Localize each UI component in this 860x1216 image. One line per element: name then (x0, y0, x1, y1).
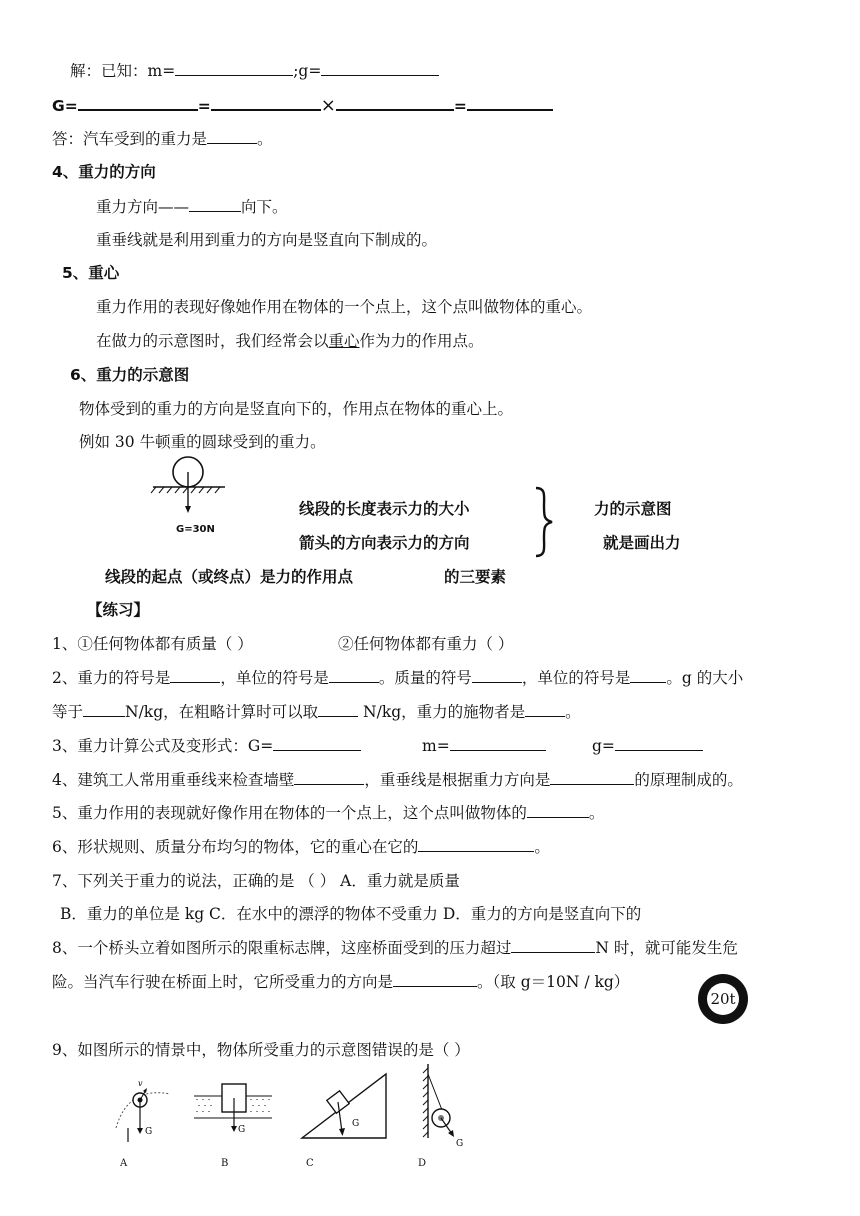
section-5-line1: 重力作用的表现好像她作用在物体的一个点上，这个点叫做物体的重心。 (96, 298, 593, 316)
question-3-m: m= (422, 735, 546, 757)
question-8: 8、一个桥头立着如图所示的限重标志牌，这座桥面受到的压力超过 N 时，就可能发生危 (52, 939, 738, 957)
question-7: 7、下列关于重力的说法，正确的是 （ ） A．重力就是质量 (52, 872, 460, 890)
figure-b-g-label: G (238, 1125, 246, 1135)
figure-d-hanging-ball-icon (416, 1062, 476, 1152)
figure-a-ball-icon (108, 1078, 188, 1148)
blank-q2b-3[interactable] (525, 701, 565, 717)
question-2b: 等于 N/kg，在粗略计算时可以取 N/kg，重力的施物者是 。 (52, 703, 581, 721)
right-label-3: 的三要素 (444, 568, 507, 586)
option-a-label: A (120, 1158, 128, 1169)
question-7-options: B．重力的单位是 kg C．在水中的漂浮的物体不受重力 D．重力的方向是竖直向下的 (60, 905, 642, 923)
section-6-line1: 物体受到的重力的方向是竖直向下的，作用点在物体的重心上。 (79, 400, 514, 418)
figure-a-g-label: G (145, 1127, 153, 1137)
solve-formula-line: G= = × = (52, 94, 553, 117)
section-6-line2: 例如 30 牛顿重的圆球受到的重力。 (79, 433, 326, 451)
section-6-title: 6、重力的示意图 (70, 366, 190, 384)
blank-mass[interactable] (175, 60, 293, 76)
blank-q3-m[interactable] (450, 735, 546, 751)
question-3: 3、重力计算公式及变形式：G= (52, 735, 361, 757)
blank-q4-2[interactable] (550, 769, 634, 785)
question-8b: 险。当汽车行驶在桥面上时，它所受重力的方向是 。（取 g＝10N / kg） (52, 973, 630, 991)
blank-q3-G[interactable] (273, 735, 361, 751)
weight-limit-sign-text: 20t (707, 983, 739, 1015)
section-4-line2: 重垂线就是利用到重力的方向是竖直向下制成的。 (96, 231, 438, 249)
blank-q2-4[interactable] (630, 667, 666, 683)
section-4-title: 4、重力的方向 (52, 163, 156, 181)
option-d-label: D (418, 1158, 427, 1169)
section-5-title: 5、重心 (62, 264, 120, 282)
question-1b: ②任何物体都有重力（ ） (338, 635, 514, 653)
figure-c-incline-icon (296, 1066, 392, 1146)
blank-q3-g[interactable] (615, 735, 703, 751)
right-brace-icon (532, 486, 556, 558)
element-length: 线段的长度表示力的大小 (299, 500, 470, 518)
blank-g[interactable] (321, 60, 439, 76)
blank-G4[interactable] (467, 94, 553, 111)
option-c-label: C (306, 1158, 314, 1169)
figure-d-g-label: G (456, 1139, 464, 1149)
element-start-point: 线段的起点（或终点）是力的作用点 (105, 568, 354, 586)
blank-q8-1[interactable] (511, 937, 595, 953)
question-4: 4、建筑工人常用重垂线来检查墙壁 ，重垂线是根据重力方向是 的原理制成的。 (52, 771, 743, 789)
question-2: 2、重力的符号是 ，单位的符号是 。质量的符号 ，单位的符号是 。g 的大小 (52, 669, 744, 687)
figure-label-g30n: G=30N (176, 524, 215, 535)
blank-q8-2[interactable] (393, 971, 477, 987)
blank-q2-2[interactable] (329, 667, 379, 683)
practice-title: 【练习】 (87, 601, 150, 619)
element-arrow: 箭头的方向表示力的方向 (299, 534, 470, 552)
figure-c-g-label: G (352, 1119, 360, 1129)
solve-answer-line: 答：汽车受到的重力是 。 (52, 130, 273, 148)
blank-q5[interactable] (527, 802, 589, 818)
center-of-gravity-term: 重心 (328, 332, 360, 350)
figure-b-block-icon (194, 1080, 274, 1140)
blank-G1[interactable] (78, 94, 198, 111)
blank-G3[interactable] (336, 94, 454, 111)
right-label-1: 力的示意图 (594, 500, 672, 518)
question-3-g: g= (592, 735, 703, 757)
figure-a-v-label: v (138, 1079, 143, 1088)
solve-given-line: 解：已知：m= ;g= (70, 60, 439, 82)
blank-q2b-1[interactable] (83, 701, 125, 717)
blank-q4-1[interactable] (294, 769, 364, 785)
blank-q2-3[interactable] (472, 667, 522, 683)
question-6: 6、形状规则、质量分布均匀的物体，它的重心在它的 。 (52, 838, 550, 856)
option-b-label: B (221, 1158, 229, 1169)
section-4-line1: 重力方向—— 向下。 (96, 198, 288, 216)
blank-q2b-2[interactable] (318, 701, 358, 717)
section-5-line2: 在做力的示意图时，我们经常会以重心作为力的作用点。 (96, 332, 484, 350)
right-label-2: 就是画出力 (603, 534, 681, 552)
question-1: 1、①任何物体都有质量（ ） (52, 635, 253, 653)
blank-answer[interactable] (207, 128, 257, 144)
weight-limit-sign-icon (698, 974, 748, 1024)
blank-q2-1[interactable] (170, 667, 220, 683)
blank-direction[interactable] (189, 196, 241, 212)
question-9: 9、如图所示的情景中，物体所受重力的示意图错误的是（ ） (52, 1041, 470, 1059)
blank-q6[interactable] (418, 836, 534, 852)
blank-G2[interactable] (211, 94, 321, 111)
question-5: 5、重力作用的表现就好像作用在物体的一个点上，这个点叫做物体的 。 (52, 804, 605, 822)
